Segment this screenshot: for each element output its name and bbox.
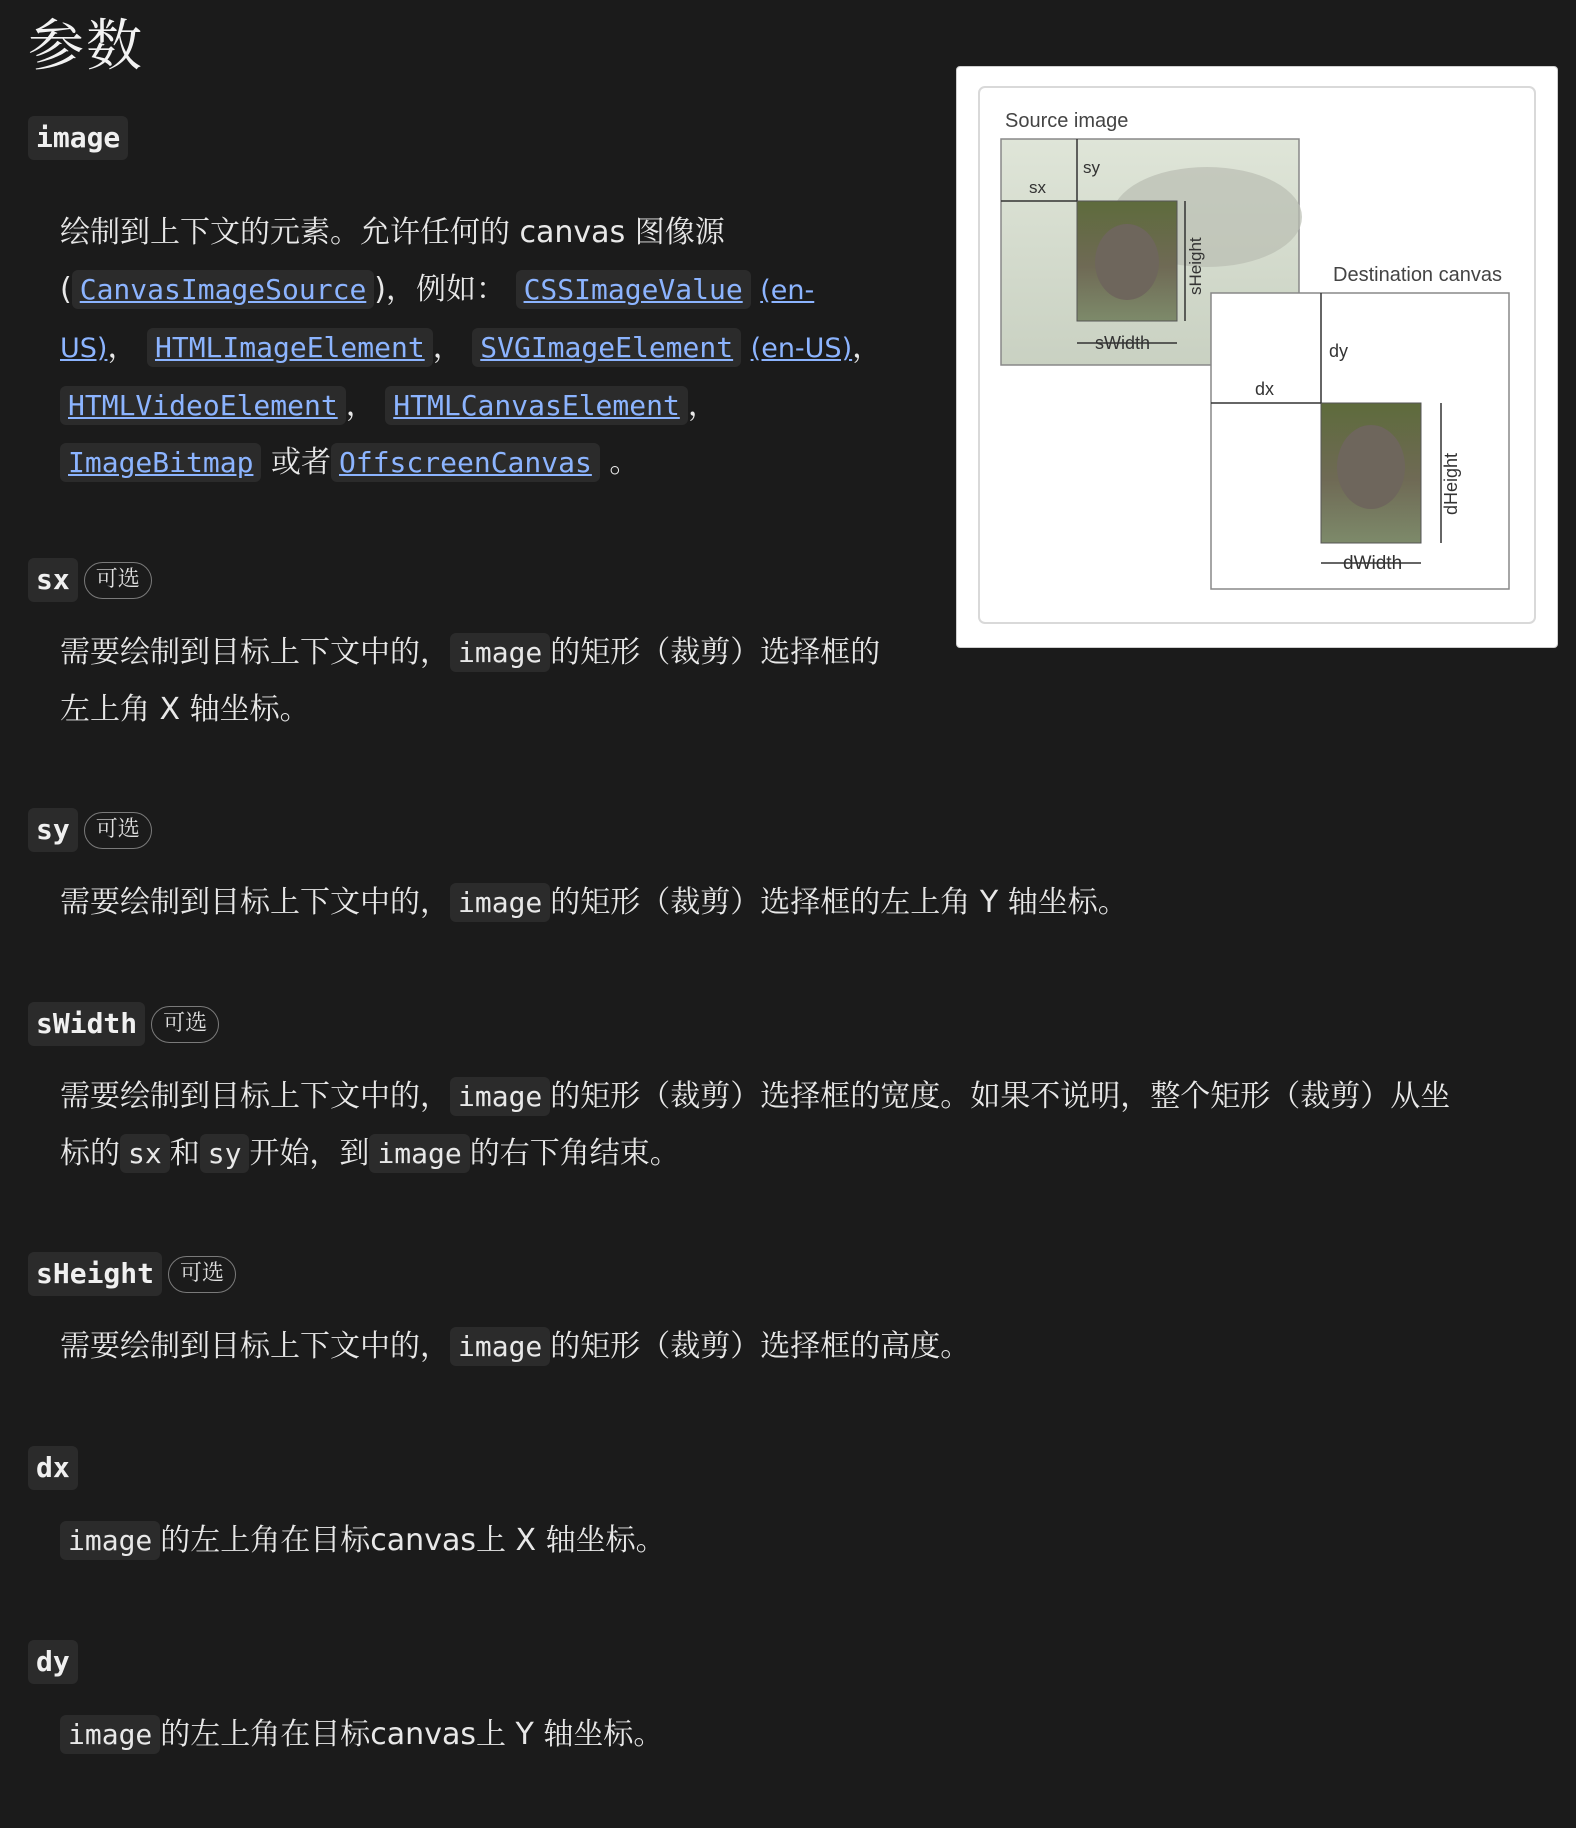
param-dx-description: image 的左上角在目标canvas上 X 轴坐标。: [60, 1512, 666, 1569]
optional-badge: 可选: [168, 1256, 236, 1293]
inline-code: image: [450, 633, 550, 672]
sx-label: sx: [1029, 178, 1046, 197]
param-name: image: [28, 116, 128, 160]
swidth-label: sWidth: [1095, 333, 1151, 353]
inline-code: sx: [120, 1134, 170, 1173]
link-cssimagevalue-en-us[interactable]: (en-: [760, 275, 815, 306]
link-imagebitmap[interactable]: ImageBitmap: [60, 443, 261, 482]
param-image-term: [28, 116, 128, 160]
link-htmlvideoelement[interactable]: HTMLVideoElement: [60, 386, 346, 425]
param-dy-description: image 的左上角在目标canvas上 Y 轴坐标。: [60, 1706, 663, 1763]
sy-label: sy: [1083, 158, 1100, 177]
link-cssimagevalue[interactable]: CSSImageValue: [516, 270, 751, 309]
param-name: sHeight: [28, 1252, 162, 1296]
link-offscreencanvas[interactable]: OffscreenCanvas: [331, 443, 600, 482]
inline-code: image: [60, 1521, 160, 1560]
param-name: dy: [28, 1640, 78, 1684]
source-image-label: Source image: [1005, 110, 1129, 132]
optional-badge: 可选: [84, 562, 152, 599]
param-image-line-5: ImageBitmap 或者 OffscreenCanvas 。: [60, 434, 882, 491]
param-image-line-1: 绘制到上下文的元素。允许任何的 canvas 图像源: [60, 215, 725, 250]
inline-code: sy: [200, 1134, 250, 1173]
param-name: sy: [28, 808, 78, 852]
inline-code: image: [450, 1327, 550, 1366]
drawimage-diagram: [956, 66, 1558, 648]
param-sy-description: 需要绘制到目标上下文中的， image 的矩形（裁剪）选择框的左上角 Y 轴坐标。: [60, 885, 1128, 920]
sheight-label: sHeight: [1186, 237, 1205, 295]
param-sx-term: [28, 558, 152, 602]
optional-badge: 可选: [84, 812, 152, 849]
inline-code: image: [60, 1715, 160, 1754]
rhino-head-icon: [1337, 425, 1405, 509]
dheight-label: dHeight: [1441, 452, 1461, 515]
param-image-description: [60, 204, 882, 491]
param-swidth-description: 需要绘制到目标上下文中的， image 的矩形（裁剪）选择框的宽度。如果不说明，整个矩形（裁剪）从坐 标的 sx 和 sy 开始，到 image 的右下角结束。: [60, 1079, 1451, 1171]
dy-label: dy: [1329, 341, 1349, 361]
page-title: 参数: [28, 14, 144, 79]
rhino-head-icon: [1095, 224, 1159, 300]
param-name: dx: [28, 1446, 78, 1490]
param-image-line-3: US)， HTMLImageElement ， SVGImageElement (en-US)，: [60, 330, 883, 365]
param-name: sx: [28, 558, 78, 602]
param-sheight-description: 需要绘制到目标上下文中的， image 的矩形（裁剪）选择框的高度。: [60, 1329, 971, 1364]
param-image-line-2: ( CanvasImageSource )，例如： CSSImageValue (en-: [60, 272, 815, 307]
drawimage-diagram-svg: [957, 67, 1557, 647]
inline-code: image: [450, 883, 550, 922]
link-svgimageelement-en-us[interactable]: (en-US): [750, 333, 853, 364]
param-sy-term: [28, 808, 152, 852]
link-canvasimagesource[interactable]: CanvasImageSource: [72, 270, 375, 309]
param-name: sWidth: [28, 1002, 145, 1046]
param-swidth-term: [28, 1002, 219, 1046]
param-sx-description: 需要绘制到目标上下文中的， image 的矩形（裁剪）选择框的 左上角 X 轴坐标。: [60, 635, 881, 727]
inline-code: image: [450, 1077, 550, 1116]
dx-label: dx: [1255, 379, 1275, 399]
link-htmlimageelement[interactable]: HTMLImageElement: [147, 328, 433, 367]
param-dx-term: [28, 1446, 78, 1490]
param-image-line-4: HTMLVideoElement ， HTMLCanvasElement ，: [60, 377, 882, 434]
optional-badge: 可选: [151, 1006, 219, 1043]
link-svgimageelement[interactable]: SVGImageElement: [472, 328, 741, 367]
dwidth-label: dWidth: [1343, 553, 1403, 574]
param-dy-term: [28, 1640, 78, 1684]
param-sheight-term: [28, 1252, 236, 1296]
destination-canvas-label: Destination canvas: [1333, 264, 1502, 286]
link-htmlcanvaselement[interactable]: HTMLCanvasElement: [385, 386, 688, 425]
inline-code: image: [369, 1134, 469, 1173]
link-cssimagevalue-en-us-cont[interactable]: US): [60, 333, 108, 364]
